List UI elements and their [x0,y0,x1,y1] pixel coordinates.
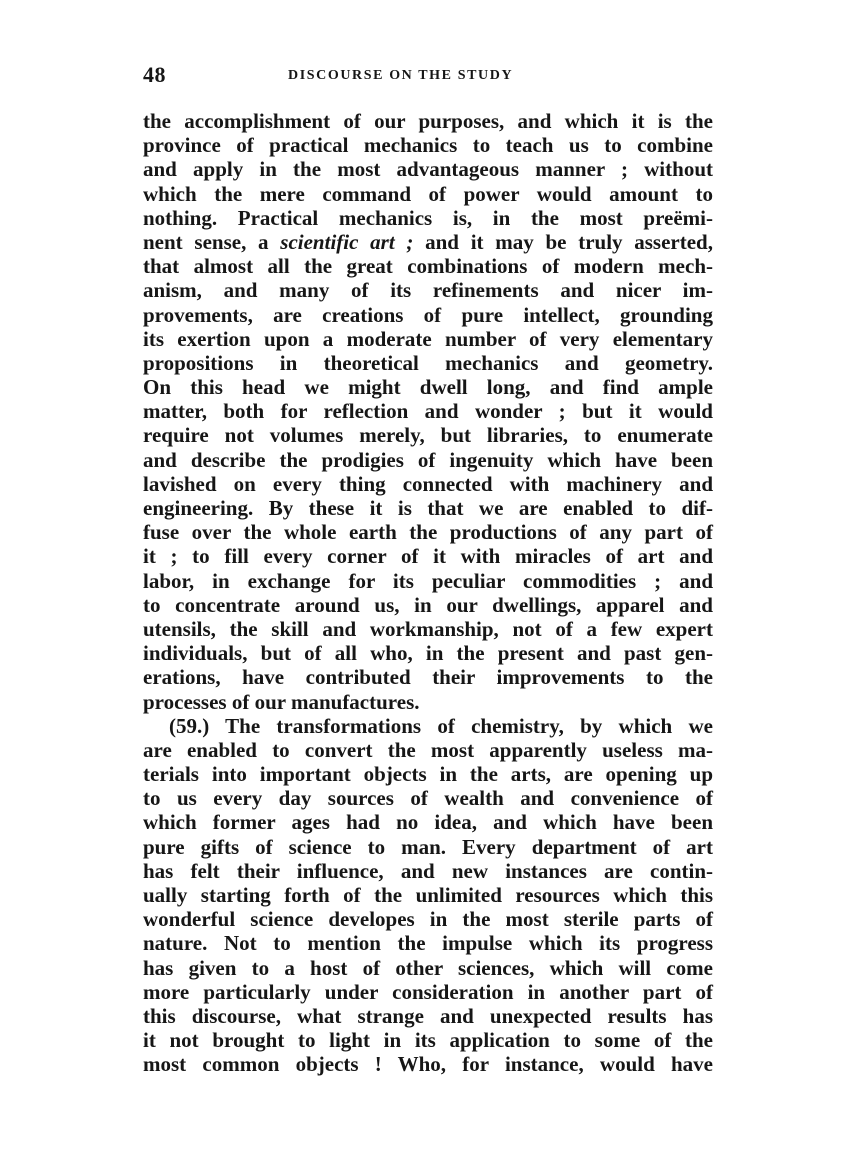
text-line: province of practical mechanics to teach us to combine [143,133,713,158]
text-line: wonderful science developes in the most sterile parts of [143,907,713,932]
text-line: matter, both for reflection and wonder ; but it would [143,399,713,424]
text-line: terials into important objects in the arts, are opening up [143,762,713,787]
text-line: nature. Not to mention the impulse which its progress [143,931,713,956]
paragraph-last-line: processes of our manufactures. [143,689,420,714]
text-line: pure gifts of science to man. Every department of art [143,834,713,859]
text-line: and apply in the most advantageous manner ; without [143,157,713,182]
text-line: are enabled to convert the most apparently useless ma- [143,737,713,762]
text-line: On this head we might dwell long, and find ample [143,375,713,400]
text-line: this discourse, what strange and unexpected results has [143,1003,713,1028]
text-line: propositions in theoretical mechanics and geometry. [143,350,713,375]
text-line: labor, in exchange for its peculiar commodities ; and [143,568,713,593]
text-line: more particularly under consideration in another part of [143,979,713,1004]
text-line: provements, are creations of pure intellect, grounding [143,302,713,327]
text-line: has felt their influence, and new instances are contin- [143,858,713,883]
text-line: most common objects ! Who, for instance, would have [143,1052,713,1077]
page-number: 48 [143,62,166,87]
text-line: individuals, but of all who, in the present and past gen- [143,641,713,666]
text-line: which former ages had no idea, and which have been [143,810,713,835]
text-line: to us every day sources of wealth and convenience of [143,786,713,811]
text-line: to concentrate around us, in our dwellings, apparel and [143,592,713,617]
text-line: erations, have contributed their improvements to the [143,665,713,690]
text-line: fuse over the whole earth the productions of any part of [143,520,713,545]
text-line: engineering. By these it is that we are enabled to dif- [143,496,713,520]
body-text [143,109,713,1077]
line-text: and it may be truly asserted, [413,229,713,254]
emphasis-text: scientific art ; [280,229,414,254]
text-line: it ; to fill every corner of it with miracles of art and [143,544,713,569]
text-line: its exertion upon a moderate number of very elementary [143,326,713,351]
text-line: lavished on every thing connected with machinery and [143,471,713,496]
text-line: utensils, the skill and workmanship, not of a few expert [143,616,713,641]
line-text: nent sense, a [143,229,281,254]
paragraph-first-line: (59.) The transformations of chemistry, by which we [169,713,713,738]
text-line: and describe the prodigies of ingenuity which have been [143,447,713,472]
running-title: DISCOURSE ON THE STUDY [288,68,514,83]
text-line: require not volumes merely, but libraries, to enumerate [143,423,713,448]
text-line: nothing. Practical mechanics is, in the most preëmi- [143,205,713,230]
running-head [143,62,711,90]
text-line [143,230,713,254]
text-line: that almost all the great combinations of modern mech- [143,254,713,279]
text-line: which the mere command of power would amount to [143,181,713,206]
text-line: the accomplishment of our purposes, and which it is the [143,109,713,133]
text-line: has given to a host of other sciences, which will come [143,955,713,980]
text-line: ually starting forth of the unlimited resources which this [143,883,713,907]
text-line: anism, and many of its refinements and nicer im- [143,278,713,303]
text-line: it not brought to light in its application to some of the [143,1028,713,1053]
